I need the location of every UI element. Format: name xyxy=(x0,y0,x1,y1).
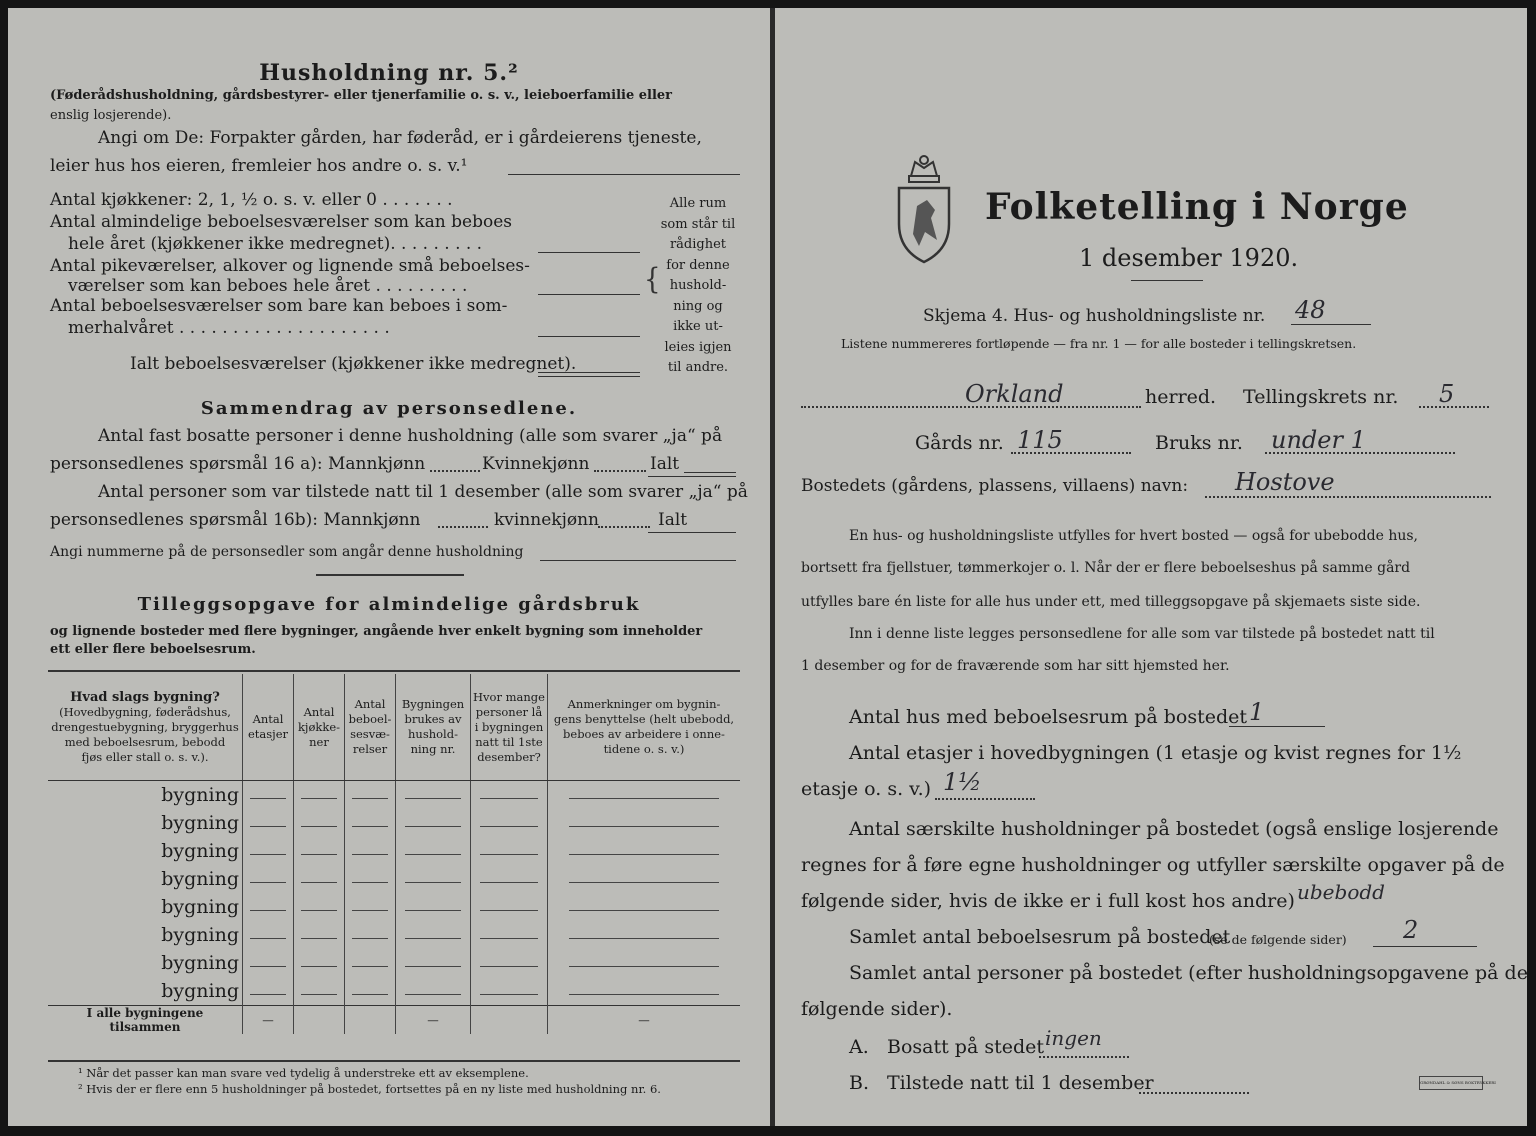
pike-label-1: Antal pikeværelser, alkover og lignende små beboelses- xyxy=(50,256,530,276)
ialt-label: Ialt beboelsesværelser (kjøkkener ikke medregnet). xyxy=(130,354,577,374)
note-line: rådighet xyxy=(669,237,727,252)
col-line: Antal xyxy=(354,697,386,711)
col-line: brukes av xyxy=(404,712,462,726)
sum-dash: — xyxy=(548,1006,741,1035)
b-field[interactable] xyxy=(1139,1092,1249,1094)
col-line: fjøs eller stall o. s. v.). xyxy=(81,749,209,764)
hush-line-1: Antal særskilte husholdninger på bostedet (også enslige losjerende xyxy=(849,818,1499,840)
building-table xyxy=(48,674,740,1034)
col-personer xyxy=(471,674,548,781)
sommer-label-2: merhalvåret . . . . . . . . . . . . . . . . . . . . xyxy=(68,318,390,338)
herred-value[interactable]: Orkland xyxy=(965,380,1064,408)
hush-line-3: følgende sider, hvis de ikke er i full kost hos andre) xyxy=(801,890,1295,912)
samlet-rum-note: (se de følgende sider) xyxy=(1209,932,1347,947)
census-date: 1 desember 1920. xyxy=(1079,244,1299,272)
krets-value[interactable]: 5 xyxy=(1439,380,1455,408)
col-line: beboel- xyxy=(348,712,392,726)
a-text: Bosatt på stedet xyxy=(887,1036,1044,1058)
col-husholdning-nr xyxy=(396,674,471,781)
etasjer-line-2: etasje o. s. v.) xyxy=(801,778,932,800)
table-row[interactable] xyxy=(48,781,740,810)
bosted-value[interactable]: Hostove xyxy=(1235,468,1335,496)
note-line: for denne xyxy=(666,257,730,273)
fast-kvinne-field[interactable] xyxy=(594,470,646,472)
angi-answer-line[interactable] xyxy=(508,174,740,175)
etasjer-value[interactable]: 1½ xyxy=(943,768,982,796)
rooms-note xyxy=(656,194,740,379)
tilst-line-2b: kvinnekjønn xyxy=(494,510,600,530)
fast-line-2c: Ialt xyxy=(650,454,680,474)
instr-line-1: En hus- og husholdningsliste utfylles for hvert bosted — også for ubebodde hus, xyxy=(849,528,1418,544)
table-row[interactable] xyxy=(48,893,740,921)
sommer-answer-line[interactable] xyxy=(538,336,640,337)
table-row[interactable] xyxy=(48,809,740,837)
coat-of-arms-icon xyxy=(893,154,955,266)
instr-line-3: utfylles bare én liste for alle hus under ett, med tilleggsopgave på skjemaets siste side. xyxy=(801,594,1421,610)
col-line: i bygningen xyxy=(474,719,544,734)
household-subtitle-2: enslig losjerende). xyxy=(50,108,172,123)
row-label: bygning xyxy=(161,896,239,918)
sum-label: I alle bygningene tilsammen xyxy=(48,1006,243,1035)
samlet-pers-line-2: følgende sider). xyxy=(801,998,953,1020)
pike-label-2: værelser som kan beboes hele året . . . . . . . . . xyxy=(68,276,468,296)
angi-line-2: leier hus hos eieren, fremleier hos andre o. s. v.¹ xyxy=(50,156,468,176)
ialt-answer-line[interactable] xyxy=(538,372,640,373)
col-line: Anmerkninger om bygnin- xyxy=(567,697,721,711)
brace-icon: { xyxy=(644,263,661,297)
row-label: bygning xyxy=(161,812,239,834)
note-line: hushold- xyxy=(669,278,727,293)
col-line: ner xyxy=(309,734,329,749)
note-line: ikke ut- xyxy=(673,319,723,334)
left-page xyxy=(8,8,770,1126)
col-building-type xyxy=(48,674,243,781)
antal-hus-label: Antal hus med beboelsesrum på bostedet xyxy=(849,706,1248,728)
fast-line-1: Antal fast bosatte personer i denne husholdning (alle som svarer „ja“ på xyxy=(98,426,723,446)
col-line: kjøkke- xyxy=(297,719,341,734)
fast-line-2b: Kvinnekjønn xyxy=(482,454,590,474)
table-row[interactable] xyxy=(48,837,740,865)
col-kjokkener xyxy=(294,674,345,781)
row-label: bygning xyxy=(161,952,239,974)
listene-note: Listene nummereres fortløpende — fra nr. 1 — for alle bosteder i tellingskretsen. xyxy=(841,336,1357,351)
col-line: Antal xyxy=(252,712,284,726)
b-label: B. xyxy=(849,1072,870,1094)
printer-stamp: GRØNDAHL & SØNS BOKTRYKKERI xyxy=(1419,1076,1483,1090)
hush-line-2: regnes for å føre egne husholdninger og utfyller særskilte opgaver på de xyxy=(801,854,1505,876)
krets-label: Tellingskrets nr. xyxy=(1243,386,1399,408)
right-page xyxy=(775,8,1527,1126)
tilst-line-1: Antal personer som var tilstede natt til 1 desember (alle som svarer „ja“ på xyxy=(98,482,748,502)
tilst-kvinne-field[interactable] xyxy=(598,526,650,528)
instr-line-5: 1 desember og for de fraværende som har sitt hjemsted her. xyxy=(801,658,1230,674)
col-anmerkninger xyxy=(548,674,741,781)
table-row[interactable] xyxy=(48,977,740,1006)
herred-label: herred. xyxy=(1145,386,1217,408)
col-line: med beboelsesrum, bebodd xyxy=(64,734,226,749)
sommer-label-1: Antal beboelsesværelser som bare kan beboes i som- xyxy=(50,296,508,316)
row-label: bygning xyxy=(161,784,239,806)
samlet-rum-label: Samlet antal beboelsesrum på bostedet xyxy=(849,926,1231,948)
tillegg-heading: Tilleggsopgave for almindelige gårdsbruk xyxy=(137,594,641,615)
angi-line-1: Angi om De: Forpakter gården, har føderåd, er i gårdeierens tjeneste, xyxy=(98,128,702,148)
tilst-line-2a: personsedlenes spørsmål 16b): Mannkjønn xyxy=(50,510,421,530)
gards-value[interactable]: 115 xyxy=(1017,426,1063,454)
antal-hus-value[interactable]: 1 xyxy=(1249,698,1265,726)
table-row[interactable] xyxy=(48,949,740,977)
note-line: ning og xyxy=(673,298,723,314)
nummer-label: Angi nummerne på de personsedler som angår denne husholdning xyxy=(50,544,524,560)
sum-dash: — xyxy=(243,1006,294,1035)
col-beboelsesvaerelser xyxy=(345,674,396,781)
fast-ialt-field[interactable] xyxy=(684,472,736,473)
hush-value[interactable]: ubebodd xyxy=(1297,880,1385,904)
divider xyxy=(316,574,464,576)
col-line: relser xyxy=(352,742,388,756)
footnote-2: ² Hvis der er flere enn 5 husholdninger på bostedet, fortsettes på en ny liste med husholdning nr. 6. xyxy=(78,1082,661,1096)
skjema-nr-value[interactable]: 48 xyxy=(1295,296,1326,324)
table-header xyxy=(48,674,740,781)
etasjer-line-1: Antal etasjer i hovedbygningen (1 etasje og kvist regnes for 1½ xyxy=(849,742,1462,764)
gards-label: Gårds nr. xyxy=(915,432,1004,454)
sum-dash: — xyxy=(396,1006,471,1035)
row-label: bygning xyxy=(161,868,239,890)
table-row[interactable] xyxy=(48,865,740,893)
fast-line-2a: personsedlenes spørsmål 16 a): Mannkjønn xyxy=(50,454,426,474)
col-line: gens benyttelse (helt ubebodd, xyxy=(553,712,735,726)
sammendrag-heading: Sammendrag av personsedlene. xyxy=(200,398,578,419)
col-line: beboes av arbeidere i onne- xyxy=(563,727,725,741)
household-subtitle-1: (Føderådshusholdning, gårdsbestyrer- eller tjenerfamilie o. s. v., leieboerfamilie eller xyxy=(50,88,673,103)
nummer-field[interactable] xyxy=(540,560,736,561)
household-title: Husholdning nr. 5.² xyxy=(259,60,519,86)
tillegg-sub-2: ett eller flere beboelsesrum. xyxy=(50,642,256,657)
col-line: etasjer xyxy=(247,727,289,741)
census-title: Folketelling i Norge xyxy=(985,186,1409,228)
skjema-label: Skjema 4. Hus- og husholdningsliste nr. xyxy=(923,306,1266,326)
fast-mann-field[interactable] xyxy=(430,470,480,472)
bosted-label: Bostedets (gårdens, plassens, villaens) navn: xyxy=(801,476,1189,496)
col-building-type-title: Hvad slags bygning? xyxy=(70,689,220,705)
col-line: hushold- xyxy=(408,727,458,741)
instr-line-2: bortsett fra fjellstuer, tømmerkojer o. l. Når der er flere beboelseshus på samme gård xyxy=(801,560,1411,576)
pike-answer-line[interactable] xyxy=(538,294,640,295)
tilst-line-2c: Ialt xyxy=(658,510,688,530)
col-line: ning nr. xyxy=(410,742,456,756)
tilst-ialt-field[interactable] xyxy=(648,532,736,533)
table-row[interactable] xyxy=(48,921,740,949)
instr-line-4: Inn i denne liste legges personsedlene for alle som var tilstede på bostedet natt til xyxy=(849,626,1435,642)
alm-label-1: Antal almindelige beboelsesværelser som kan beboes xyxy=(50,212,512,232)
table-sum-row xyxy=(48,1006,740,1035)
alm-label-2: hele året (kjøkkener ikke medregnet). . . . . . . . . xyxy=(68,234,483,254)
col-line: (Hovedbygning, føderådshus, xyxy=(59,704,231,719)
a-value[interactable]: ingen xyxy=(1045,1026,1102,1050)
footnote-1: ¹ Når det passer kan man svare ved tydelig å understreke ett av eksemplene. xyxy=(78,1066,529,1080)
bruks-label: Bruks nr. xyxy=(1155,432,1243,454)
bruks-value[interactable]: under 1 xyxy=(1271,426,1366,454)
col-line: Antal xyxy=(303,704,335,719)
col-line: Hvor mange xyxy=(473,689,545,704)
samlet-rum-value[interactable]: 2 xyxy=(1403,916,1419,944)
row-label: bygning xyxy=(161,980,239,1002)
tillegg-sub-1: og lignende bosteder med flere bygninger, angående hver enkelt bygning som inneholder xyxy=(50,624,703,639)
note-line: som står til xyxy=(660,216,736,232)
tilst-mann-field[interactable] xyxy=(438,526,488,528)
col-line: personer lå xyxy=(475,704,543,719)
col-line: desember? xyxy=(477,749,541,764)
note-line: til andre. xyxy=(667,360,729,375)
note-line: Alle rum xyxy=(669,196,727,211)
row-label: bygning xyxy=(161,840,239,862)
alm-answer-line[interactable] xyxy=(538,252,640,253)
col-etasjer xyxy=(243,674,294,781)
note-line: leies igjen xyxy=(664,339,732,355)
col-line: sesvæ- xyxy=(350,727,390,741)
a-label: A. xyxy=(849,1036,869,1058)
b-text: Tilstede natt til 1 desember xyxy=(887,1072,1154,1094)
col-line: drengestuebygning, bryggerhus xyxy=(51,719,239,734)
row-label: bygning xyxy=(161,924,239,946)
samlet-pers-line-1: Samlet antal personer på bostedet (efter husholdningsopgavene på de xyxy=(849,962,1528,984)
col-line: Bygningen xyxy=(401,697,465,711)
col-line: natt til 1ste xyxy=(475,734,543,749)
col-line: tidene o. s. v.) xyxy=(603,742,685,756)
kjokkener-label: Antal kjøkkener: 2, 1, ½ o. s. v. eller 0 . . . . . . . xyxy=(50,190,453,210)
